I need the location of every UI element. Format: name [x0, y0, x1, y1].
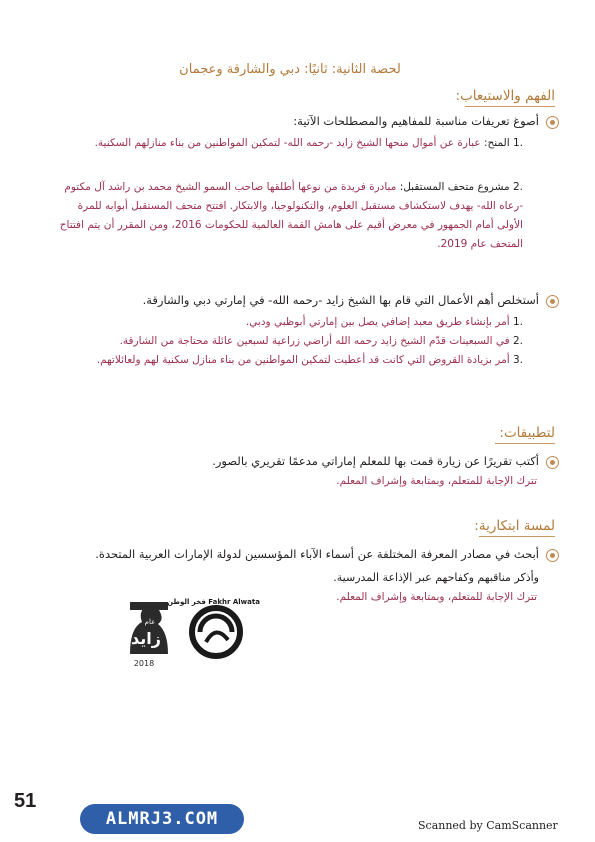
section-heading-comprehension: الفهم والاستيعاب: — [455, 88, 555, 104]
answer-1-item-2: .2 مشروع متحف المستقبل: مبادرة فريدة من نوعها أطلقها صاحب السمو الشيخ محمد بن راشد آل مكتوم -رعاه الله- يهدف لاستكشاف مستقبل العلوم، والتكنولوجيا، والابتكار. افتتح متحف المستقبل أبوابه للمرة الأولى أمام الجمهور في معرض أقيم على هامش القمة العالمية للحكومات 2016، ومن المقرر أن يتم افتتاح المتحف عام 2019. — [59, 181, 523, 250]
list-item: في السبعينات قدّم الشيخ زايد رحمه الله أراضي زراعية لسبعين عائلة محتاجة من الشارقة. — [119, 335, 510, 347]
page-title: لحصة الثانية: ثانيًا: دبي والشارقة وعجمان — [179, 62, 401, 77]
term-definition: مبادرة فريدة من نوعها أطلقها صاحب السمو الشيخ محمد بن راشد آل مكتوم -رعاه الله- يهدف لاستكشاف مستقبل العلوم، والتكنولوجيا، والابتكار. افتتح متحف المستقبل أبوابه للمرة الأولى أمام الجمهور في معرض أقيم على هامش القمة العالمية للحكومات 2016، ومن المقرر أن يتم افتتاح المتحف عام 2019. — [59, 181, 523, 250]
section-underline — [495, 443, 555, 444]
scanner-watermark: Scanned by CamScanner — [418, 819, 558, 832]
answer-2-item-3: .3 أمر بزيادة القروض التي كانت قد أعطيت لتمكين المواطنين من بناء منازل سكنية لهم ولعائلاتهم. — [96, 354, 523, 366]
answer-2-item-1: .1 أمر بإنشاء طريق معبد إضافي يصل بين إمارتي أبوظبي ودبي. — [245, 316, 523, 328]
question-3-prompt: أكتب تقريرًا عن زيارة قمت بها للمعلم إماراتي مدعمًا تقريري بالصور. — [212, 454, 539, 468]
list-item: أمر بزيادة القروض التي كانت قد أعطيت لتمكين المواطنين من بناء منازل سكنية لهم ولعائلاتهم. — [96, 354, 510, 366]
zayed-year: 2018 — [133, 659, 155, 668]
fakhr-alwatan-text: فخر الوطن Fakhr Alwatan — [167, 598, 260, 606]
question-4-line-2: وأذكر مناقبهم وكفاحهم عبر الإذاعة المدرسية. — [333, 571, 539, 584]
section-heading-creative: لمسة ابتكارية: — [474, 518, 555, 534]
brand-watermark[interactable]: ALMRJ3.COM — [80, 804, 244, 834]
list-item: أمر بإنشاء طريق معبد إضافي يصل بين إمارتي أبوظبي ودبي. — [245, 316, 510, 328]
term-label: مشروع متحف المستقبل: — [399, 181, 510, 193]
zayed-year-label: عام — [144, 618, 156, 626]
zayed-word: زايد — [131, 629, 161, 648]
term-label: المنح: — [483, 137, 510, 149]
answer-3: تترك الإجابة للمتعلم، وبمتابعة وإشراف المعلم. — [336, 475, 537, 487]
answer-2-item-2: .2 في السبعينات قدّم الشيخ زايد رحمه الله أراضي زراعية لسبعين عائلة محتاجة من الشارقة. — [119, 335, 523, 347]
bullet-icon — [546, 116, 559, 129]
question-4-prompt: أبحث في مصادر المعرفة المختلفة عن أسماء الآباء المؤسسين لدولة الإمارات العربية المتحدة. — [95, 547, 539, 561]
question-1-prompt: أصوغ تعريفات مناسبة للمفاهيم والمصطلحات الآتية: — [293, 114, 539, 128]
logos-group — [120, 592, 260, 670]
section-heading-applications: لتطبيقات: — [499, 425, 555, 441]
section-underline — [465, 106, 555, 107]
bullet-icon — [546, 549, 559, 562]
answer-1-item-1: .1 المنح: عبارة عن أموال منحها الشيخ زايد -رحمه الله- لتمكين المواطنين من بناء منازلهم السكنية. — [94, 137, 523, 149]
page-number: 51 — [14, 790, 37, 812]
zayed-year-logo — [120, 592, 260, 670]
term-definition: عبارة عن أموال منحها الشيخ زايد -رحمه الله- لتمكين المواطنين من بناء منازلهم السكنية. — [94, 137, 481, 149]
section-underline — [479, 536, 555, 537]
bullet-icon — [546, 295, 559, 308]
bullet-icon — [546, 456, 559, 469]
answer-4: تترك الإجابة للمتعلم، وبمتابعة وإشراف المعلم. — [336, 591, 537, 603]
question-2-prompt: أستخلص أهم الأعمال التي قام بها الشيخ زايد -رحمه الله- في إمارتي دبي والشارقة. — [142, 293, 539, 307]
